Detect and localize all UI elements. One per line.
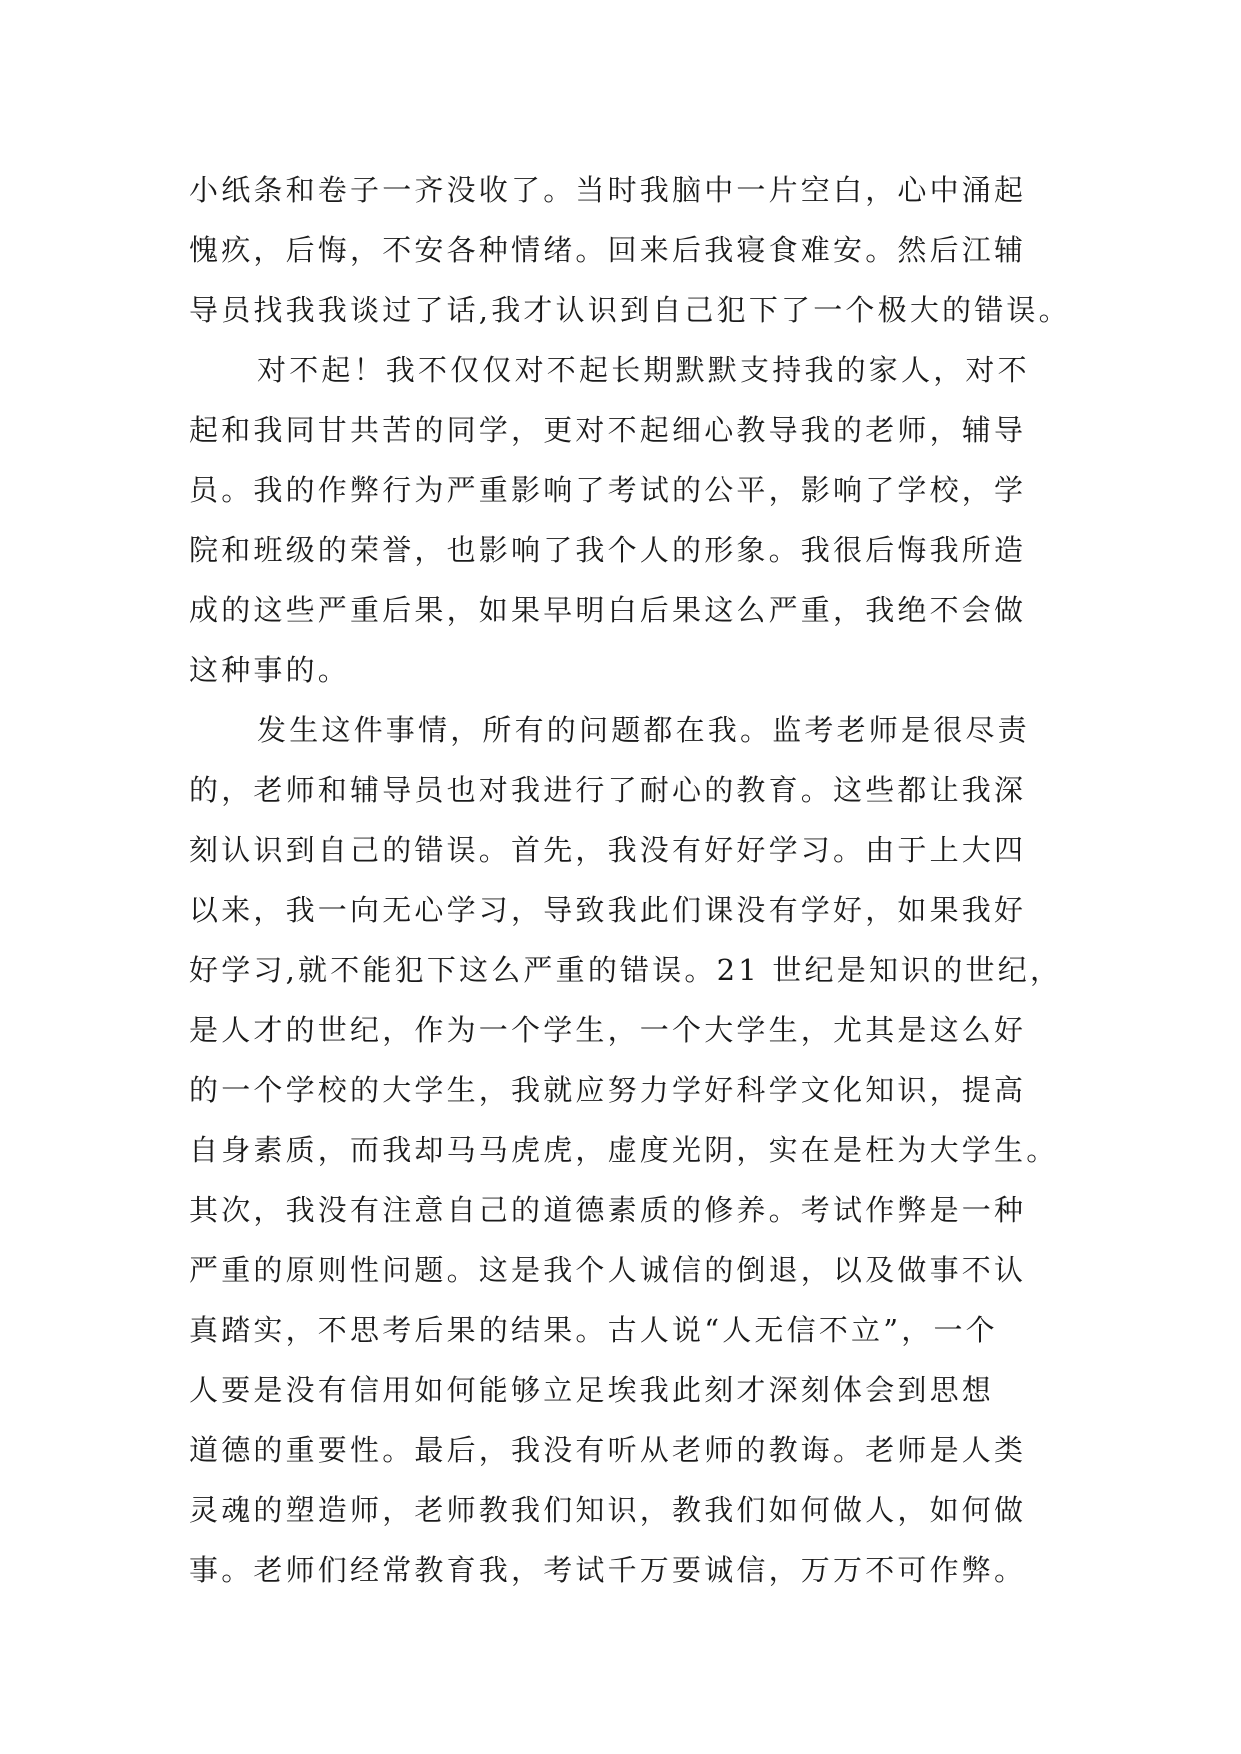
- text-line: 发生这件事情，所有的问题都在我。监考老师是很尽责: [257, 713, 1030, 747]
- text-line: 自身素质，而我却马马虎虎，虚度光阴，实在是枉为大学生。: [189, 1133, 1059, 1167]
- text-line: 小纸条和卷子一齐没收了。当时我脑中一片空白，心中涌起: [189, 173, 1027, 207]
- text-line: 的，老师和辅导员也对我进行了耐心的教育。这些都让我深: [189, 773, 1027, 807]
- text-line: 导员找我我谈过了话,我才认识到自己犯下了一个极大的错误。: [189, 293, 1071, 327]
- text-line: 的一个学校的大学生，我就应努力学好科学文化知识，提高: [189, 1073, 1027, 1107]
- text-line: 其次，我没有注意自己的道德素质的修养。考试作弊是一种: [189, 1193, 1027, 1227]
- paragraph-3: [189, 700, 1069, 1600]
- text-line: 好学习,就不能犯下这么严重的错误。21 世纪是知识的世纪，: [189, 953, 1063, 987]
- paragraph-2: [189, 340, 1069, 700]
- text-line: 道德的重要性。最后，我没有听从老师的教诲。老师是人类: [189, 1433, 1027, 1467]
- text-line: 灵魂的塑造师，老师教我们知识，教我们如何做人，如何做: [189, 1493, 1027, 1527]
- text-line: 对不起！我不仅仅对不起长期默默支持我的家人，对不: [257, 353, 1030, 387]
- text-line: 以来，我一向无心学习，导致我此们课没有学好，如果我好: [189, 893, 1027, 927]
- text-line: 严重的原则性问题。这是我个人诚信的倒退，以及做事不认: [189, 1253, 1027, 1287]
- document-body: [189, 160, 1069, 1600]
- text-line: 刻认识到自己的错误。首先，我没有好好学习。由于上大四: [189, 833, 1027, 867]
- text-line: 员。我的作弊行为严重影响了考试的公平，影响了学校，学: [189, 473, 1027, 507]
- text-line: 人要是没有信用如何能够立足埃我此刻才深刻体会到思想: [189, 1373, 995, 1407]
- text-line: 院和班级的荣誉，也影响了我个人的形象。我很后悔我所造: [189, 533, 1027, 567]
- text-line: 成的这些严重后果，如果早明白后果这么严重，我绝不会做: [189, 593, 1027, 627]
- text-line: 是人才的世纪，作为一个学生，一个大学生，尤其是这么好: [189, 1013, 1027, 1047]
- text-line: 真踏实，不思考后果的结果。古人说“人无信不立”，一个: [189, 1313, 998, 1347]
- text-line: 这种事的。: [189, 653, 351, 687]
- text-line: 起和我同甘共苦的同学，更对不起细心教导我的老师，辅导: [189, 413, 1027, 447]
- text-line: 事。老师们经常教育我，考试千万要诚信，万万不可作弊。: [189, 1553, 1027, 1587]
- paragraph-1: [189, 160, 1069, 340]
- text-line: 愧疚，后悔，不安各种情绪。回来后我寝食难安。然后江辅: [189, 233, 1027, 267]
